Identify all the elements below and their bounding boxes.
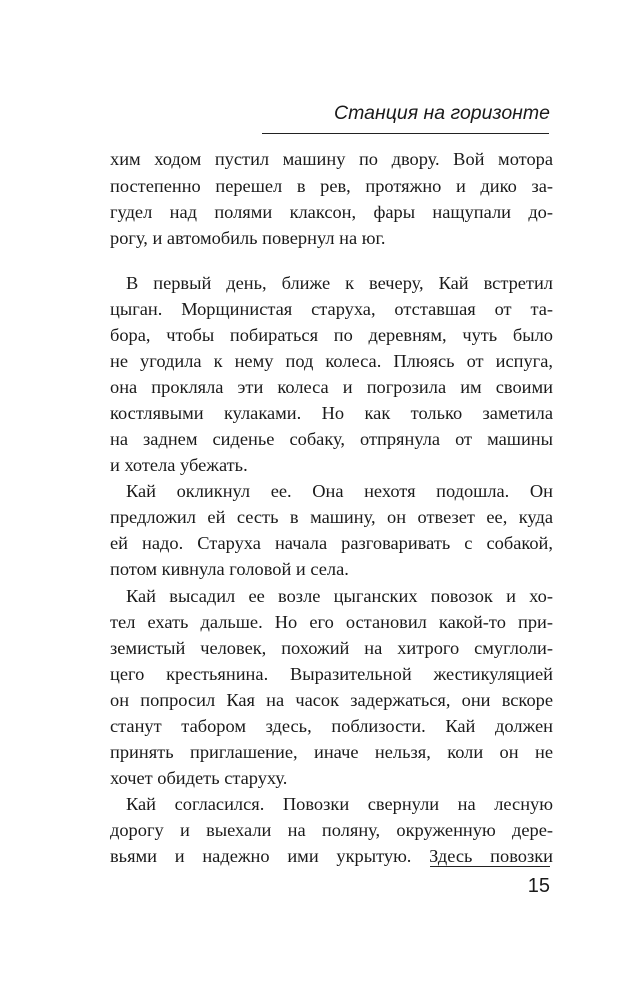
text-line: предложил ей сесть в машину, он отвезет ее, куда [110,507,553,527]
header-rule [262,133,549,134]
running-header-title: Станция на горизонте [334,102,550,124]
text-line: он попросил Кая на часок задержаться, они вскоре [110,690,553,710]
text-line: ей надо. Старуха начала разговаривать с собакой, [110,533,553,553]
text-line: потом кивнула головой и села. [110,559,349,579]
text-line: станут табором здесь, поблизости. Кай должен [110,716,553,736]
text-line: гудел над полями клаксон, фары нащупали до- [110,202,553,222]
text-line: В первый день, ближе к вечеру, Кай встретил [126,273,553,293]
text-line: цыган. Морщинистая старуха, отставшая от та- [110,299,553,319]
page-number: 15 [527,875,550,897]
text-line: Кай высадил ее возле цыганских повозок и хо- [126,586,553,606]
text-line: рогу, и автомобиль повернул на юг. [110,228,386,248]
text-line: костлявыми кулаками. Но как только заметила [110,403,553,423]
text-line: не угодила к нему под колеса. Плюясь от испуга, [110,351,553,371]
text-line: бора, чтобы побираться по деревням, чуть было [110,325,553,345]
text-line: и хотела убежать. [110,455,248,475]
text-line: на заднем сиденье собаку, отпрянула от машины [110,429,553,449]
text-line: вьями и надежно ими укрытую. Здесь повозки [110,846,553,866]
footer-rule [430,866,550,867]
text-line: хочет обидеть старуху. [110,768,288,788]
text-line: принять приглашение, иначе нельзя, коли он не [110,742,553,762]
text-line: она прокляла эти колеса и погрозила им своими [110,377,553,397]
text-line: Кай согласился. Повозки свернули на лесную [126,794,553,814]
text-line: дорогу и выехали на поляну, окруженную дере- [110,820,553,840]
text-line: тел ехать дальше. Но его остановил какой-то при- [110,612,553,632]
text-line: Кай окликнул ее. Она нехотя подошла. Он [126,481,553,501]
text-line: постепенно перешел в рев, протяжно и дико за- [110,176,553,196]
text-line: хим ходом пустил машину по двору. Вой мотора [110,149,553,169]
text-line: земистый человек, похожий на хитрого смуглоли- [110,638,553,658]
text-line: цего крестьянина. Выразительной жестикуляцией [110,664,553,684]
